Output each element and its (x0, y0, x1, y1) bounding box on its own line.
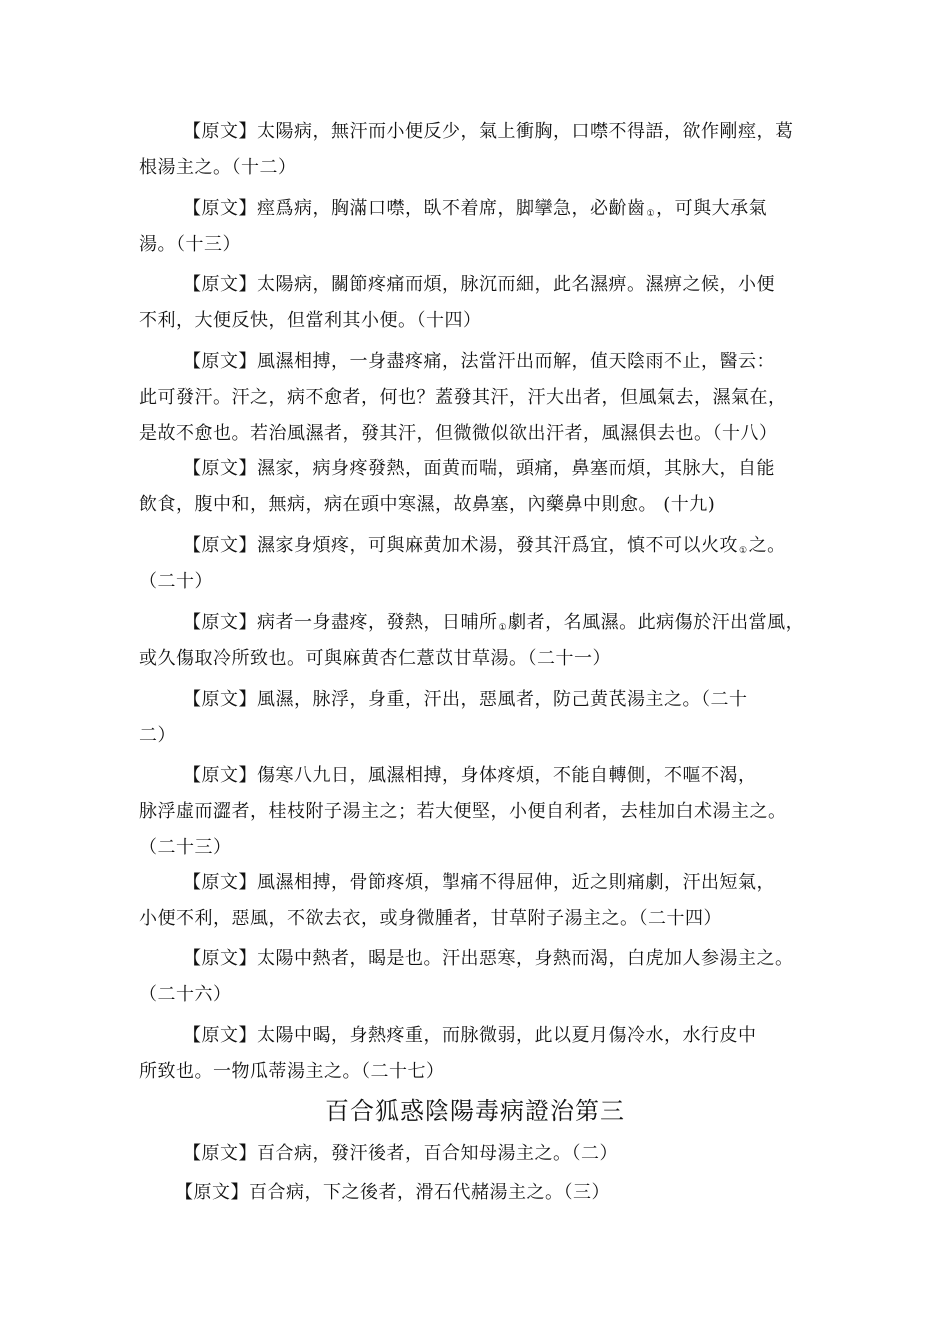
entry-20 (139, 528, 829, 600)
entry-text-line: 所致也。一物瓜蒂湯主之。（二十七） (139, 1061, 445, 1082)
entry-22 (139, 682, 829, 754)
entry-text-line: 或久傷取冷所致也。可與麻黄杏仁薏苡甘草湯。（二十一） (139, 648, 611, 669)
entry-text-line: 濕家，病身疼發熱，面黄而喘，頭痛，鼻塞而煩，其脉大，自能 (257, 458, 775, 479)
entry-text-line: （二十） (139, 571, 213, 592)
entry-text-line: 根湯主之。（十二） (139, 157, 297, 178)
tag-label: 【原文】 (183, 458, 257, 479)
section-entry-2 (139, 1136, 829, 1172)
tag-label: 【原文】 (183, 612, 257, 633)
entry-text-line: 風濕相搏，一身盡疼痛，法當汗出而解，值天陰雨不止，醫云： (257, 351, 775, 372)
entry-text-line: 風濕相搏，骨節疼煩，掣痛不得屈伸，近之則痛劇，汗出短氣， (257, 872, 775, 893)
footnote-marker: ① (646, 209, 656, 219)
entry-text-line: 百合病，發汗後者，百合知母湯主之。（二） (257, 1143, 618, 1164)
entry-text-line: 病者一身盡疼，發熱，日晡所 (257, 612, 498, 633)
tag-label: 【原文】 (183, 198, 257, 219)
entry-text-line: 不利，大便反快，但當利其小便。（十四） (139, 310, 482, 331)
entry-text-line: 太陽病，無汗而小便反少，氣上衝胸，口噤不得語，欲作剛痙，葛 (257, 121, 794, 142)
tag-label: 【原文】 (183, 351, 257, 372)
entry-12 (139, 114, 829, 186)
tag-label: 【原文】 (183, 121, 257, 142)
entry-text-line: （二十六） (139, 984, 232, 1005)
entry-26 (139, 941, 829, 1013)
entry-text-line: 二） (139, 725, 176, 746)
footnote-marker: ① (739, 546, 748, 556)
tag-label: 【原文】 (183, 1025, 257, 1046)
entry-text-line: 太陽病，關節疼痛而煩，脉沉而細，此名濕痹。濕痹之候，小便 (257, 274, 775, 295)
entry-text-line: 湯。（十三） (139, 234, 241, 255)
entry-text-line: 小便不利，惡風，不欲去衣，或身微腫者，甘草附子湯主之。（二十四） (139, 908, 722, 929)
tag-label: 【原文】 (183, 689, 257, 710)
entry-text-line: 劇者，名風濕。此病傷於汗出當風， (508, 612, 805, 633)
entry-14 (139, 267, 829, 339)
tag-label: 【原文】 (183, 274, 257, 295)
entry-text-line: 傷寒八九日，風濕相搏，身体疼煩，不能自轉側，不嘔不渴， (257, 765, 757, 786)
entry-text-line: 脉浮虛而澀者，桂枝附子湯主之；若大便堅，小便自利者，去桂加白术湯主之。 (139, 801, 787, 822)
tag-label: 【原文】 (183, 535, 257, 556)
entry-13 (139, 191, 829, 263)
entry-19 (139, 451, 829, 523)
entry-text-line: 痙爲病，胸滿口噤，臥不着席，脚攣急，必齘齒 (257, 198, 646, 219)
entry-24 (139, 865, 829, 937)
entry-text-line: 之。 (748, 535, 786, 556)
entry-21 (139, 605, 829, 677)
footnote-marker: ① (498, 623, 508, 633)
entry-text-line: （二十三） (139, 837, 232, 858)
section-entry-3 (139, 1175, 829, 1211)
entry-text-line: 是故不愈也。若治風濕者，發其汗，但微微似欲出汗者，風濕俱去也。（十八） (139, 423, 778, 444)
entry-text-line: 太陽中暍，身熱疼重，而脉微弱，此以夏月傷冷水，水行皮中 (257, 1025, 757, 1046)
entry-text-line: 此可發汗。汗之，病不愈者，何也？蓋發其汗，汗大出者，但風氣去，濕氣在， (139, 387, 787, 408)
tag-label: 【原文】 (175, 1182, 249, 1203)
entry-text-line: ，可與大承氣 (656, 198, 768, 219)
entry-text-line: 濕家身煩疼，可與麻黄加术湯，發其汗爲宜，慎不可以火攻 (257, 535, 738, 556)
tag-label: 【原文】 (183, 948, 257, 969)
tag-label: 【原文】 (183, 872, 257, 893)
entry-text-line: 太陽中熱者，暍是也。汗出惡寒，身熱而渴，白虎加人参湯主之。 (257, 948, 794, 969)
entry-18 (139, 344, 829, 452)
tag-label: 【原文】 (183, 1143, 257, 1164)
entry-text-line: 飲食，腹中和，無病，病在頭中寒濕，故鼻塞，內藥鼻中則愈。 (十九) (139, 494, 716, 515)
section-title: 百合狐惑陰陽毒病證治第三 (325, 1097, 625, 1125)
entry-text-line: 風濕，脉浮，身重，汗出，惡風者，防己黄芪湯主之。（二十 (257, 689, 748, 710)
tag-label: 【原文】 (183, 765, 257, 786)
entry-27 (139, 1018, 829, 1090)
entry-text-line: 百合病，下之後者，滑石代赭湯主之。（三） (249, 1182, 610, 1203)
entry-23 (139, 758, 829, 866)
